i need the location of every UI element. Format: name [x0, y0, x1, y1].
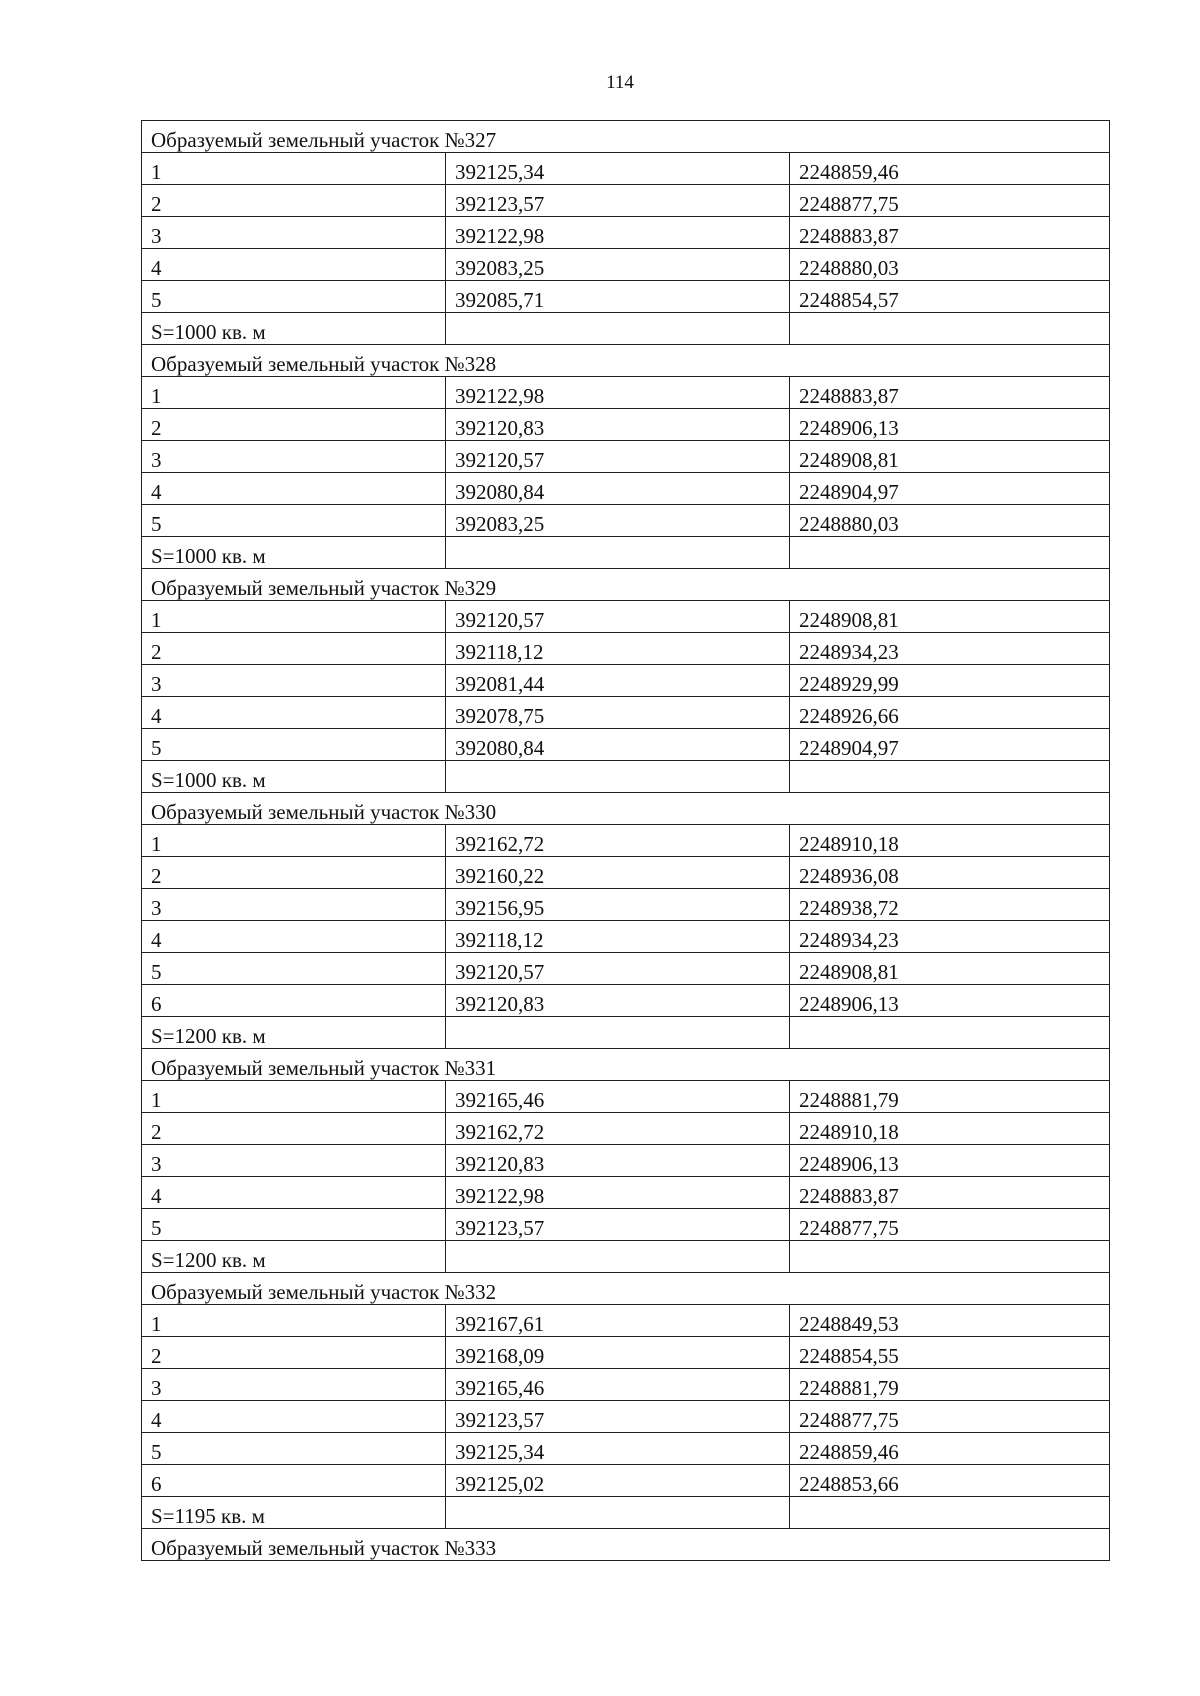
point-number-text: 2: [151, 864, 162, 888]
parcel-title: [142, 121, 1110, 153]
page-number: 114: [606, 72, 634, 93]
coordinate-y-text: 2248853,66: [799, 1472, 899, 1496]
coordinate-y: [790, 1113, 1110, 1145]
coordinate-x-text: 392123,57: [455, 192, 545, 216]
coordinate-x: [446, 1177, 790, 1209]
table-row: [142, 1177, 1110, 1209]
empty-cell: [446, 537, 790, 569]
parcel-area: [142, 1241, 446, 1273]
point-number: [142, 1433, 446, 1465]
point-number-text: 4: [151, 480, 162, 504]
point-number: [142, 441, 446, 473]
coordinate-y: [790, 1369, 1110, 1401]
table-row: [142, 1145, 1110, 1177]
point-number-text: 4: [151, 704, 162, 728]
parcel-area-text: S=1000 кв. м: [151, 768, 266, 792]
coordinate-y-text: 2248849,53: [799, 1312, 899, 1336]
parcel-header-row: [142, 345, 1110, 377]
coordinate-x-text: 392125,02: [455, 1472, 545, 1496]
point-number: [142, 985, 446, 1017]
coordinate-x-text: 392120,83: [455, 416, 545, 440]
coordinate-x: [446, 825, 790, 857]
coordinate-x: [446, 1209, 790, 1241]
point-number-text: 1: [151, 1312, 162, 1336]
table-row: [142, 441, 1110, 473]
coordinate-x: [446, 505, 790, 537]
coordinate-y-text: 2248859,46: [799, 160, 899, 184]
coordinate-x-text: 392120,83: [455, 1152, 545, 1176]
coordinate-y-text: 2248938,72: [799, 896, 899, 920]
coordinate-x: [446, 153, 790, 185]
point-number-text: 2: [151, 1344, 162, 1368]
coordinate-x: [446, 953, 790, 985]
coordinate-y-text: 2248881,79: [799, 1376, 899, 1400]
table-row: [142, 185, 1110, 217]
point-number-text: 2: [151, 192, 162, 216]
coordinate-y: [790, 249, 1110, 281]
area-row: [142, 761, 1110, 793]
coordinate-y-text: 2248908,81: [799, 448, 899, 472]
coordinate-x: [446, 665, 790, 697]
coordinate-y: [790, 857, 1110, 889]
area-row: [142, 537, 1110, 569]
coordinate-y-text: 2248908,81: [799, 608, 899, 632]
point-number: [142, 921, 446, 953]
parcel-area: [142, 313, 446, 345]
table-row: [142, 1081, 1110, 1113]
table-row: [142, 1209, 1110, 1241]
point-number: [142, 473, 446, 505]
coordinate-y: [790, 281, 1110, 313]
point-number-text: 1: [151, 1088, 162, 1112]
table-row: [142, 665, 1110, 697]
point-number-text: 3: [151, 224, 162, 248]
parcel-header-row: [142, 1049, 1110, 1081]
point-number-text: 5: [151, 736, 162, 760]
point-number-text: 5: [151, 1440, 162, 1464]
coordinate-x: [446, 185, 790, 217]
coordinate-y: [790, 889, 1110, 921]
coordinate-y: [790, 441, 1110, 473]
parcel-title: [142, 1273, 1110, 1305]
table-row: [142, 409, 1110, 441]
coordinate-y: [790, 665, 1110, 697]
table-row: [142, 697, 1110, 729]
coordinate-x-text: 392118,12: [455, 640, 544, 664]
coordinate-x-text: 392083,25: [455, 256, 545, 280]
point-number: [142, 1209, 446, 1241]
coordinate-y-text: 2248936,08: [799, 864, 899, 888]
table-row: [142, 473, 1110, 505]
coordinate-x-text: 392125,34: [455, 160, 545, 184]
table-row: [142, 825, 1110, 857]
point-number-text: 1: [151, 608, 162, 632]
coordinate-x: [446, 857, 790, 889]
parcel-area-text: S=1000 кв. м: [151, 544, 266, 568]
coordinate-x-text: 392160,22: [455, 864, 545, 888]
table-row: [142, 1401, 1110, 1433]
coordinate-y: [790, 601, 1110, 633]
coordinate-y: [790, 953, 1110, 985]
coordinate-y: [790, 697, 1110, 729]
coordinate-y-text: 2248877,75: [799, 1408, 899, 1432]
coordinate-y-text: 2248934,23: [799, 640, 899, 664]
coordinate-y-text: 2248880,03: [799, 256, 899, 280]
area-row: [142, 313, 1110, 345]
coordinate-x: [446, 441, 790, 473]
coordinate-x: [446, 1081, 790, 1113]
coordinate-y-text: 2248926,66: [799, 704, 899, 728]
coordinates-table-body: [142, 121, 1110, 1561]
point-number: [142, 665, 446, 697]
table-row: [142, 1465, 1110, 1497]
coordinate-x: [446, 249, 790, 281]
parcel-header-row: [142, 1529, 1110, 1561]
point-number: [142, 377, 446, 409]
parcel-title-text: Образуемый земельный участок №329: [151, 576, 497, 600]
coordinate-x-text: 392122,98: [455, 224, 545, 248]
coordinate-y-text: 2248883,87: [799, 1184, 899, 1208]
coordinate-x: [446, 889, 790, 921]
point-number: [142, 1081, 446, 1113]
coordinate-y: [790, 505, 1110, 537]
point-number-text: 2: [151, 1120, 162, 1144]
coordinate-y: [790, 921, 1110, 953]
point-number-text: 4: [151, 256, 162, 280]
coordinate-y-text: 2248904,97: [799, 736, 899, 760]
coordinate-y-text: 2248854,55: [799, 1344, 899, 1368]
point-number: [142, 1113, 446, 1145]
point-number: [142, 857, 446, 889]
coordinate-x-text: 392085,71: [455, 288, 545, 312]
parcel-title-text: Образуемый земельный участок №328: [151, 352, 497, 376]
parcel-title: [142, 569, 1110, 601]
table-row: [142, 729, 1110, 761]
point-number-text: 1: [151, 832, 162, 856]
empty-cell: [790, 1241, 1110, 1273]
point-number-text: 1: [151, 160, 162, 184]
coordinate-x-text: 392156,95: [455, 896, 545, 920]
table-row: [142, 1113, 1110, 1145]
coordinate-y-text: 2248883,87: [799, 224, 899, 248]
coordinate-y: [790, 1209, 1110, 1241]
coordinate-y: [790, 185, 1110, 217]
point-number: [142, 281, 446, 313]
point-number: [142, 953, 446, 985]
parcel-area: [142, 761, 446, 793]
coordinate-x-text: 392120,57: [455, 960, 545, 984]
empty-cell: [446, 313, 790, 345]
coordinate-y-text: 2248934,23: [799, 928, 899, 952]
coordinate-y-text: 2248877,75: [799, 1216, 899, 1240]
point-number-text: 2: [151, 640, 162, 664]
coordinate-x: [446, 1145, 790, 1177]
coordinate-y-text: 2248883,87: [799, 384, 899, 408]
coordinate-x: [446, 217, 790, 249]
point-number-text: 5: [151, 512, 162, 536]
coordinate-y: [790, 1177, 1110, 1209]
area-row: [142, 1497, 1110, 1529]
point-number: [142, 1401, 446, 1433]
coordinates-table: [141, 120, 1110, 1561]
point-number: [142, 1337, 446, 1369]
empty-cell: [790, 313, 1110, 345]
coordinate-y-text: 2248880,03: [799, 512, 899, 536]
coordinate-y-text: 2248859,46: [799, 1440, 899, 1464]
table-row: [142, 985, 1110, 1017]
table-row: [142, 1433, 1110, 1465]
table-row: [142, 505, 1110, 537]
coordinate-y: [790, 1465, 1110, 1497]
coordinate-y: [790, 1145, 1110, 1177]
coordinate-x-text: 392162,72: [455, 1120, 545, 1144]
table-row: [142, 601, 1110, 633]
point-number: [142, 729, 446, 761]
coordinate-x-text: 392165,46: [455, 1376, 545, 1400]
point-number-text: 4: [151, 1184, 162, 1208]
point-number-text: 2: [151, 416, 162, 440]
point-number-text: 5: [151, 960, 162, 984]
table-row: [142, 153, 1110, 185]
parcel-title: [142, 345, 1110, 377]
coordinate-y-text: 2248854,57: [799, 288, 899, 312]
empty-cell: [446, 1241, 790, 1273]
coordinate-y: [790, 633, 1110, 665]
table-row: [142, 1305, 1110, 1337]
point-number-text: 6: [151, 992, 162, 1016]
coordinate-y-text: 2248910,18: [799, 832, 899, 856]
point-number: [142, 825, 446, 857]
coordinate-x-text: 392123,57: [455, 1216, 545, 1240]
coordinate-x: [446, 473, 790, 505]
point-number-text: 4: [151, 928, 162, 952]
point-number-text: 5: [151, 288, 162, 312]
table-row: [142, 633, 1110, 665]
table-row: [142, 1369, 1110, 1401]
point-number: [142, 185, 446, 217]
coordinate-x-text: 392168,09: [455, 1344, 545, 1368]
table-row: [142, 1337, 1110, 1369]
coordinate-x: [446, 1465, 790, 1497]
table-row: [142, 281, 1110, 313]
coordinate-x-text: 392080,84: [455, 736, 545, 760]
parcel-title: [142, 1529, 1110, 1561]
coordinate-y-text: 2248906,13: [799, 1152, 899, 1176]
coordinate-y: [790, 1305, 1110, 1337]
empty-cell: [446, 761, 790, 793]
point-number: [142, 633, 446, 665]
point-number-text: 3: [151, 672, 162, 696]
coordinate-x: [446, 1401, 790, 1433]
point-number-text: 3: [151, 1376, 162, 1400]
parcel-title-text: Образуемый земельный участок №331: [151, 1056, 497, 1080]
coordinate-x-text: 392120,57: [455, 608, 545, 632]
point-number-text: 4: [151, 1408, 162, 1432]
point-number: [142, 1305, 446, 1337]
coordinate-y-text: 2248906,13: [799, 992, 899, 1016]
parcel-title: [142, 793, 1110, 825]
coordinate-x: [446, 1369, 790, 1401]
coordinate-x-text: 392120,83: [455, 992, 545, 1016]
coordinate-y-text: 2248910,18: [799, 1120, 899, 1144]
table-row: [142, 217, 1110, 249]
parcel-area-text: S=1200 кв. м: [151, 1024, 266, 1048]
parcel-area-text: S=1200 кв. м: [151, 1248, 266, 1272]
coordinate-y-text: 2248881,79: [799, 1088, 899, 1112]
coordinate-y: [790, 1433, 1110, 1465]
parcel-area-text: S=1195 кв. м: [151, 1504, 265, 1528]
empty-cell: [446, 1017, 790, 1049]
table-row: [142, 953, 1110, 985]
coordinate-y: [790, 1401, 1110, 1433]
coordinate-y-text: 2248877,75: [799, 192, 899, 216]
point-number: [142, 249, 446, 281]
coordinate-y-text: 2248929,99: [799, 672, 899, 696]
point-number: [142, 1177, 446, 1209]
empty-cell: [790, 1017, 1110, 1049]
coordinate-y: [790, 473, 1110, 505]
coordinate-y: [790, 409, 1110, 441]
point-number: [142, 697, 446, 729]
coordinate-x: [446, 377, 790, 409]
coordinate-x: [446, 1337, 790, 1369]
coordinate-y: [790, 217, 1110, 249]
point-number: [142, 1465, 446, 1497]
parcel-header-row: [142, 569, 1110, 601]
coordinate-y: [790, 1081, 1110, 1113]
coordinate-x-text: 392162,72: [455, 832, 545, 856]
parcel-area-text: S=1000 кв. м: [151, 320, 266, 344]
point-number-text: 5: [151, 1216, 162, 1240]
point-number-text: 1: [151, 384, 162, 408]
coordinate-x: [446, 601, 790, 633]
coordinate-x-text: 392123,57: [455, 1408, 545, 1432]
coordinate-x: [446, 985, 790, 1017]
point-number: [142, 601, 446, 633]
point-number: [142, 505, 446, 537]
coordinate-x: [446, 281, 790, 313]
empty-cell: [790, 1497, 1110, 1529]
parcel-header-row: [142, 1273, 1110, 1305]
parcel-title-text: Образуемый земельный участок №330: [151, 800, 497, 824]
empty-cell: [790, 537, 1110, 569]
parcel-area: [142, 537, 446, 569]
point-number-text: 3: [151, 896, 162, 920]
coordinate-y: [790, 153, 1110, 185]
parcel-title: [142, 1049, 1110, 1081]
coordinate-y: [790, 1337, 1110, 1369]
coordinate-x-text: 392122,98: [455, 384, 545, 408]
coordinate-x-text: 392118,12: [455, 928, 544, 952]
table-row: [142, 249, 1110, 281]
coordinate-y-text: 2248906,13: [799, 416, 899, 440]
point-number-text: 3: [151, 448, 162, 472]
point-number: [142, 1369, 446, 1401]
table-row: [142, 921, 1110, 953]
coordinate-y-text: 2248904,97: [799, 480, 899, 504]
coordinate-x: [446, 1433, 790, 1465]
coordinate-x-text: 392081,44: [455, 672, 545, 696]
parcel-title-text: Образуемый земельный участок №332: [151, 1280, 497, 1304]
coordinate-x: [446, 1305, 790, 1337]
table-row: [142, 857, 1110, 889]
coordinate-x-text: 392078,75: [455, 704, 545, 728]
table-row: [142, 377, 1110, 409]
point-number-text: 6: [151, 1472, 162, 1496]
coordinate-x: [446, 729, 790, 761]
point-number: [142, 153, 446, 185]
coordinate-x: [446, 1113, 790, 1145]
point-number-text: 3: [151, 1152, 162, 1176]
coordinate-x-text: 392080,84: [455, 480, 545, 504]
coordinate-x: [446, 921, 790, 953]
area-row: [142, 1241, 1110, 1273]
coordinate-x-text: 392165,46: [455, 1088, 545, 1112]
coordinate-x-text: 392083,25: [455, 512, 545, 536]
parcel-area: [142, 1497, 446, 1529]
coordinate-x: [446, 633, 790, 665]
point-number: [142, 1145, 446, 1177]
coordinate-x-text: 392125,34: [455, 1440, 545, 1464]
parcel-header-row: [142, 121, 1110, 153]
coordinate-x: [446, 697, 790, 729]
coordinate-y-text: 2248908,81: [799, 960, 899, 984]
coordinate-y: [790, 729, 1110, 761]
coordinate-y: [790, 985, 1110, 1017]
empty-cell: [790, 761, 1110, 793]
empty-cell: [446, 1497, 790, 1529]
parcel-area: [142, 1017, 446, 1049]
coordinate-x: [446, 409, 790, 441]
parcel-header-row: [142, 793, 1110, 825]
coordinate-x-text: 392120,57: [455, 448, 545, 472]
point-number: [142, 889, 446, 921]
area-row: [142, 1017, 1110, 1049]
point-number: [142, 409, 446, 441]
point-number: [142, 217, 446, 249]
coordinate-y: [790, 377, 1110, 409]
parcel-title-text: Образуемый земельный участок №333: [151, 1536, 497, 1560]
coordinate-x-text: 392122,98: [455, 1184, 545, 1208]
coordinate-x-text: 392167,61: [455, 1312, 545, 1336]
table-row: [142, 889, 1110, 921]
coordinate-y: [790, 825, 1110, 857]
parcel-title-text: Образуемый земельный участок №327: [151, 128, 497, 152]
